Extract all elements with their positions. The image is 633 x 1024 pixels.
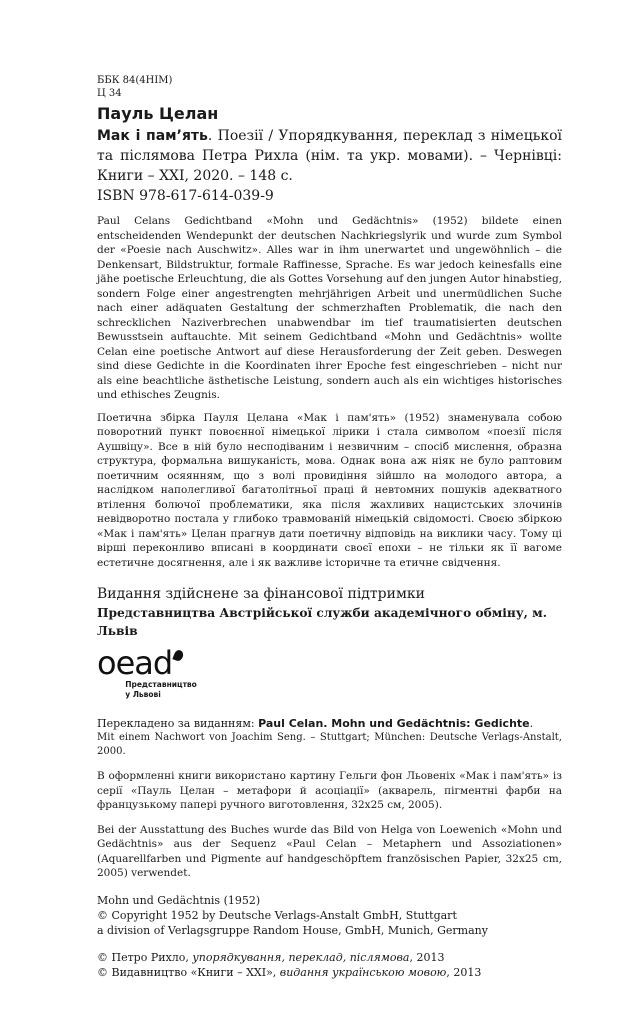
book-author: Пауль Целан	[97, 104, 219, 123]
author-code: Ц 34	[97, 88, 122, 99]
original-copyright-line-2: © Copyright 1952 by Deutsche Verlags-Anstalt GmbH, Stuttgart	[97, 908, 457, 922]
book-title-block	[97, 126, 562, 186]
oead-logo-mark-icon	[173, 649, 185, 662]
logo-caption-line-2: у Львові	[125, 690, 161, 699]
funding-organization: Представництва Австрійської служби академічного обміну, м. Львів	[97, 606, 547, 638]
abstract-ukrainian: Поетична збірка Пауля Целана «Мак і пам'ять» (1952) знаменувала собою поворотний пункт повоєнної німецької лірики і стала символом «поезії після Аушвіцу». Все в ній було несподіваним і незвичним – спосіб мислення, образна структура, формальна вишуканість, мова. Однак вона аж ніяк не було раптовим поетичним осяянням, що з волі провидіння зійшло на молодого автора, а наслідком наполегливої багатолітньої праці й невтомних пошуків адекватного втілення болючої проблематики, яка після жахливих нацистських злочинів невідворотно постала у глибоко травмованій німецькій свідомості. Своєю збіркою «Мак і пам'ять» Целан прагнув дати поетичну відповідь на виклики часу. Тому ці вірші переконливо вписані в координати своєї епохи – не тільки як її вагоме естетичне досягнення, але і як важливе історичне та етичне свідчення.	[97, 411, 562, 569]
cover-note-german: Bei der Ausstattung des Buches wurde das Bild von Helga von Loewenich «Mohn und Gedächtnis» aus der Sequenz «Paul Celan – Metaphern und Assoziationen» (Aquarellfarben und Pigmente auf handgeschöpftem französischen Papier, 32x25 cm, 2005) verwendet.	[97, 823, 562, 879]
oead-logo-caption	[125, 680, 197, 700]
ukrainian-copyright-line-1	[97, 950, 562, 965]
translation-details: Mit einem Nachwort von Joachim Seng. – Stuttgart; München: Deutsche Verlags-Anstalt, 2000.	[97, 732, 562, 757]
oead-logo	[97, 646, 562, 700]
translation-dot: .	[529, 717, 534, 730]
ukrainian-copyright	[97, 950, 562, 980]
colophon-page	[97, 74, 562, 980]
copyright-uk-2-suffix: , 2013	[446, 965, 482, 979]
book-title: Мак і пам’ять	[97, 128, 208, 144]
abstract-german: Paul Celans Gedichtband «Mohn und Gedächtnis» (1952) bildete einen entscheidenden Wendepunkt der deutschen Nachkriegslyrik und wurde zum Symbol der «Poesie nach Auschwitz». Alles war in ihm unerwartet und ungewöhnlich – die Denkensart, Bildstruktur, formale Raffinesse, Sprache. Es war jedoch keinesfalls eine jähe poetische Erleuchtung, die als Gottes Vorsehung auf den jungen Autor hinabstieg, sondern Folge einer angestrengten mehrjährigen Arbeit und unermüdlichen Suche nach einer adäquaten Gestaltung der schmerzhaften Problematik, die nach den schrecklichen Naziverbrechen unabwendbar im tief traumatisierten deutschen Bewusstsein auftauchte. Mit seinem Gedichtband «Mohn und Gedächtnis» wollte Celan eine poetische Antwort auf diese Herausforderung der Zeit geben. Deswegen sind diese Gedichte in die Koordinaten ihrer Epoche fest eingeschrieben – nicht nur als eine beachtliche ästhetische Leistung, sondern auch als ein wichtiges historisches und ethisches Zeugnis.	[97, 215, 562, 401]
copyright-uk-2-italic: видання українською мовою	[279, 965, 447, 979]
copyright-uk-2-prefix: © Видавництво «Книги – XXI»,	[97, 965, 280, 979]
book-isbn: ISBN 978-617-614-039-9	[97, 188, 274, 204]
copyright-uk-1-suffix: , 2013	[409, 950, 445, 964]
original-copyright-line-1: Mohn und Gedächtnis (1952)	[97, 893, 261, 907]
ukrainian-copyright-line-2	[97, 965, 562, 980]
cover-note-ukrainian: В оформленні книги використано картину Гельги фон Льовеніх «Мак і пам'ять» із серії «Пауль Целан – метафори й асоціації» (акварель, пігментні фарби на французькому папері ручного виготовлення, 32х25 см, 2005).	[97, 770, 562, 811]
original-copyright	[97, 893, 562, 938]
logo-caption-line-1: Представництво	[125, 680, 197, 689]
translation-prefix: Перекладено за виданням:	[97, 717, 259, 730]
copyright-uk-1-italic: упорядкування, переклад, післямова	[192, 950, 410, 964]
oead-logo-wordmark: oead	[97, 644, 173, 682]
original-copyright-line-3: a division of Verlagsgruppe Random House, GmbH, Munich, Germany	[97, 923, 488, 937]
book-description: . Поезії / Упорядкування, переклад з німецької та післямова Петра Рихла (нім. та укр. мовами). – Чернівці: Книги – XXI, 2020. – 148 с.	[97, 128, 562, 184]
translation-source-title: Paul Celan. Mohn und Gedächtnis: Gedichte	[258, 717, 530, 730]
funding-statement: Видання здійснене за фінансової підтримки	[97, 586, 425, 602]
translation-source	[97, 716, 562, 759]
bbk-code: ББК 84(4НІМ)	[97, 75, 173, 86]
copyright-uk-1-prefix: © Петро Рихло,	[97, 950, 193, 964]
